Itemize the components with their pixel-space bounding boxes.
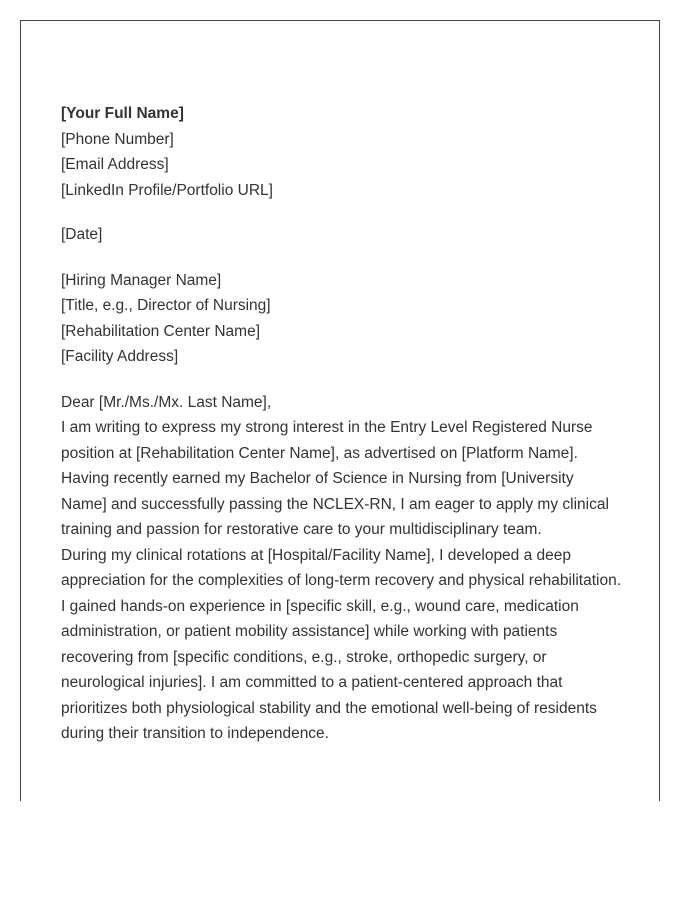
- document-page: [20, 20, 660, 801]
- sender-name: [Your Full Name]: [61, 105, 184, 122]
- salutation-block: [61, 390, 621, 416]
- recipient-title: [Title, e.g., Director of Nursing]: [61, 297, 271, 314]
- sender-phone: [Phone Number]: [61, 130, 174, 148]
- letter-body: [61, 101, 621, 747]
- recipient-block: [61, 268, 621, 370]
- body-paragraph-1: I am writing to express my strong interest in the Entry Level Registered Nurse position at [Rehabilitation Center Name], as advertised on [Platform Name]. Having recently earned my Bachelor of Science in Nursing from [University Name] and successfully passing the NCLEX-RN, I am eager to apply my clinical training and passion for restorative care to your multidisciplinary team.: [61, 419, 609, 538]
- sender-block: [61, 101, 621, 203]
- date-block: [61, 222, 621, 248]
- letter-date: [Date]: [61, 226, 103, 243]
- recipient-address: [Facility Address]: [61, 348, 179, 365]
- sender-email: [Email Address]: [61, 156, 169, 173]
- recipient-name: [Hiring Manager Name]: [61, 271, 222, 289]
- body-paragraph-2: During my clinical rotations at [Hospital/Facility Name], I developed a deep appreciation for the complexities of long-term recovery and physical rehabilitation. I gained hands-on experience in [specific skill, e.g., wound care, medication administration, or patient mobility assistance] while working with patients recovering from [specific conditions, e.g., stroke, orthopedic surgery, or neurological injuries]. I am committed to a patient-centered approach that prioritizes both physiological stability and the emotional well-being of residents during their transition to independence.: [61, 546, 622, 742]
- sender-linkedin: [LinkedIn Profile/Portfolio URL]: [61, 181, 273, 199]
- salutation: Dear [Mr./Ms./Mx. Last Name],: [61, 393, 272, 411]
- recipient-organization: [Rehabilitation Center Name]: [61, 322, 261, 340]
